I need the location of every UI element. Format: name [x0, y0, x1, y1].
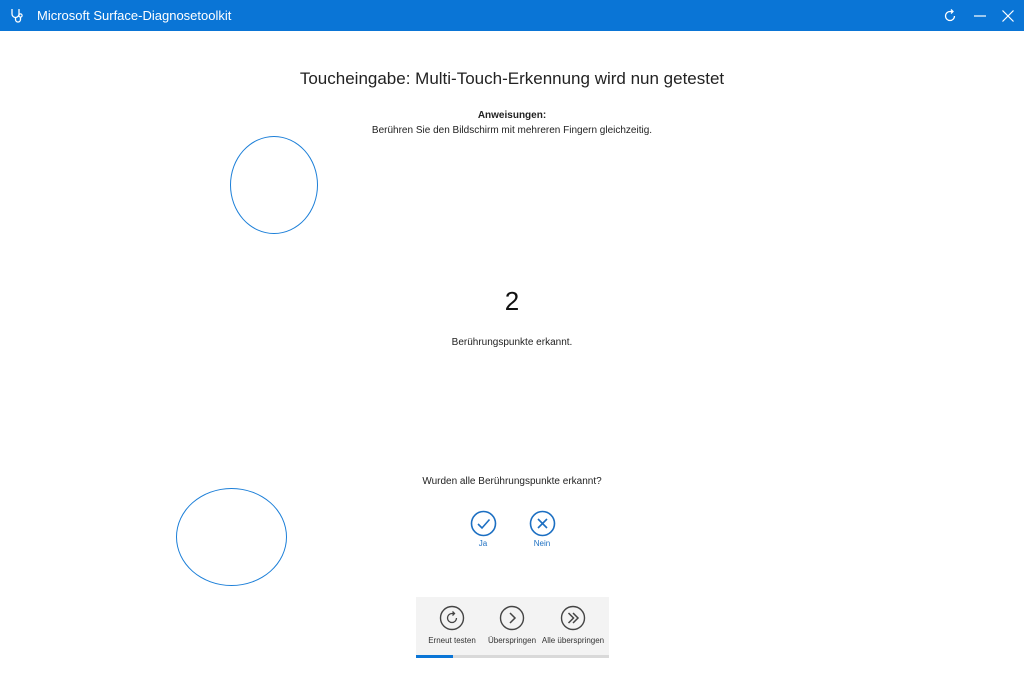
yes-label: Ja	[478, 539, 488, 548]
refresh-icon	[943, 9, 957, 23]
retest-label: Erneut testen	[428, 636, 476, 645]
test-progress-bar	[416, 655, 609, 658]
touch-point-indicator	[176, 488, 287, 586]
retest-icon	[439, 605, 465, 631]
skip-button[interactable]	[482, 605, 542, 645]
refresh-button[interactable]	[939, 5, 961, 27]
stethoscope-icon	[9, 7, 26, 24]
touch-count-label: Berührungspunkte erkannt.	[451, 337, 573, 348]
no-button[interactable]	[522, 510, 562, 548]
close-button[interactable]	[997, 5, 1019, 27]
confirmation-question: Wurden alle Berührungspunkte erkannt?	[422, 476, 602, 487]
chevron-right-circle-icon	[499, 605, 525, 631]
x-circle-icon	[529, 510, 556, 537]
title-bar	[0, 0, 1024, 31]
retest-button[interactable]	[420, 605, 484, 645]
no-label: Nein	[533, 539, 551, 548]
close-icon	[1001, 9, 1015, 23]
touch-count: 2	[504, 286, 520, 316]
yes-button[interactable]	[463, 510, 503, 548]
minimize-button[interactable]	[969, 5, 991, 27]
touch-point-indicator	[230, 136, 318, 234]
skip-all-label: Alle überspringen	[541, 636, 605, 645]
double-chevron-right-circle-icon	[560, 605, 586, 631]
skip-label: Überspringen	[487, 636, 537, 645]
checkmark-circle-icon	[470, 510, 497, 537]
instructions-label: Anweisungen:	[477, 110, 547, 121]
skip-all-button[interactable]	[540, 605, 606, 645]
test-heading: Toucheingabe: Multi-Touch-Erkennung wird nun getestet	[299, 69, 725, 88]
instructions-text: Berühren Sie den Bildschirm mit mehreren Fingern gleichzeitig.	[371, 125, 653, 136]
test-toolbar	[416, 597, 609, 658]
test-progress-fill	[416, 655, 453, 658]
window-title: Microsoft Surface-Diagnosetoolkit	[37, 8, 232, 23]
minimize-icon	[973, 9, 987, 23]
